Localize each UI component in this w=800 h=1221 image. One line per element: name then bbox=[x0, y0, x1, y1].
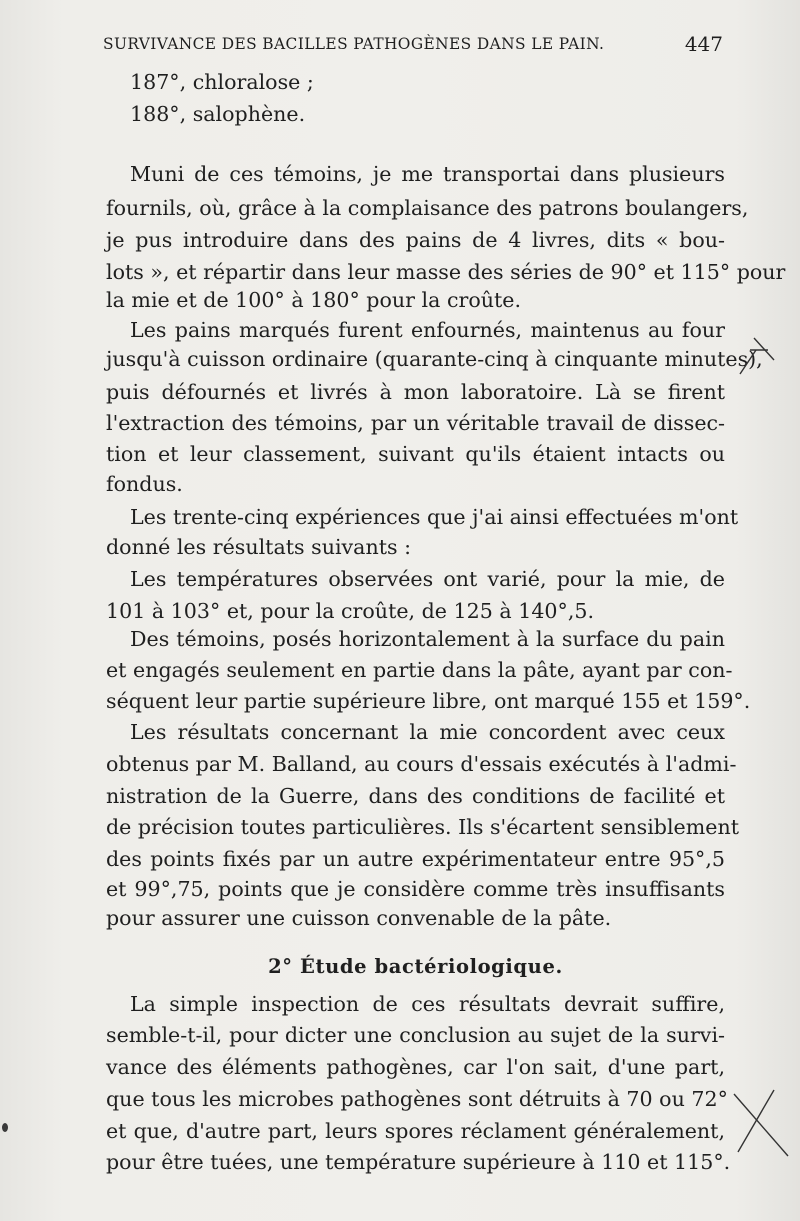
text-line: la mie et de 100° à 180° pour la croûte. bbox=[106, 288, 522, 312]
text-line: Les températures observées ont varié, pour la mie, de bbox=[130, 567, 725, 591]
text-line: donné les résultats suivants : bbox=[106, 535, 412, 559]
text-line: semble-t-il, pour dicter une conclusion au sujet de la survi- bbox=[106, 1023, 725, 1047]
text-line: pour être tuées, une température supérieure à 110 et 115°. bbox=[106, 1150, 731, 1174]
margin-cross-mark-icon bbox=[734, 330, 784, 380]
text-line: pour assurer une cuisson convenable de la pâte. bbox=[106, 906, 612, 930]
text-line: fondus. bbox=[106, 472, 183, 496]
text-line: puis défournés et livrés à mon laboratoire. Là se firent bbox=[106, 380, 725, 404]
text-line: et engagés seulement en partie dans la pâte, ayant par con- bbox=[106, 658, 733, 682]
running-head: SURVIVANCE DES BACILLES PATHOGÈNES DANS LE PAIN. bbox=[103, 35, 605, 53]
text-line: jusqu'à cuisson ordinaire (quarante-cinq à cinquante minutes), bbox=[106, 347, 763, 371]
margin-ink-dot bbox=[2, 1123, 8, 1132]
text-line: nistration de la Guerre, dans des conditions de facilité et bbox=[106, 784, 725, 808]
text-line: tion et leur classement, suivant qu'ils étaient intacts ou bbox=[106, 442, 725, 466]
text-line: que tous les microbes pathogènes sont détruits à 70 ou 72° bbox=[106, 1087, 728, 1111]
text-line: Des témoins, posés horizontalement à la surface du pain bbox=[130, 627, 725, 651]
text-line: vance des éléments pathogènes, car l'on sait, d'une part, bbox=[106, 1055, 725, 1079]
text-line: 101 à 103° et, pour la croûte, de 125 à 140°,5. bbox=[106, 599, 595, 623]
text-line: 188°, salophène. bbox=[130, 102, 306, 126]
page-number: 447 bbox=[684, 32, 723, 56]
text-line: séquent leur partie supérieure libre, ont marqué 155 et 159°. bbox=[106, 689, 751, 713]
text-line: Les pains marqués furent enfournés, maintenus au four bbox=[130, 318, 725, 342]
text-line: fournils, où, grâce à la complaisance des patrons boulangers, bbox=[106, 196, 749, 220]
margin-cross-mark-icon bbox=[728, 1082, 798, 1162]
text-line: La simple inspection de ces résultats devrait suffire, bbox=[130, 992, 725, 1016]
text-line: et 99°,75, points que je considère comme très insuffisants bbox=[106, 877, 725, 901]
text-line: 187°, chloralose ; bbox=[130, 70, 314, 94]
section-title: 2° Étude bactériologique. bbox=[268, 955, 563, 978]
text-line: obtenus par M. Balland, au cours d'essais exécutés à l'admi- bbox=[106, 752, 737, 776]
text-line: Les trente-cinq expériences que j'ai ainsi effectuées m'ont bbox=[130, 505, 739, 529]
text-line: Les résultats concernant la mie concordent avec ceux bbox=[130, 720, 725, 744]
text-line: des points fixés par un autre expérimentateur entre 95°,5 bbox=[106, 847, 725, 871]
text-line: l'extraction des témoins, par un véritable travail de dissec- bbox=[106, 411, 725, 435]
text-line: et que, d'autre part, leurs spores réclament généralement, bbox=[106, 1119, 725, 1143]
text-line: Muni de ces témoins, je me transportai dans plusieurs bbox=[130, 162, 725, 186]
text-line: lots », et répartir dans leur masse des séries de 90° et 115° pour bbox=[106, 260, 786, 284]
page-header bbox=[103, 32, 723, 59]
text-line: de précision toutes particulières. Ils s'écartent sensiblement bbox=[106, 815, 739, 839]
text-line: je pus introduire dans des pains de 4 livres, dits « bou- bbox=[106, 228, 725, 252]
